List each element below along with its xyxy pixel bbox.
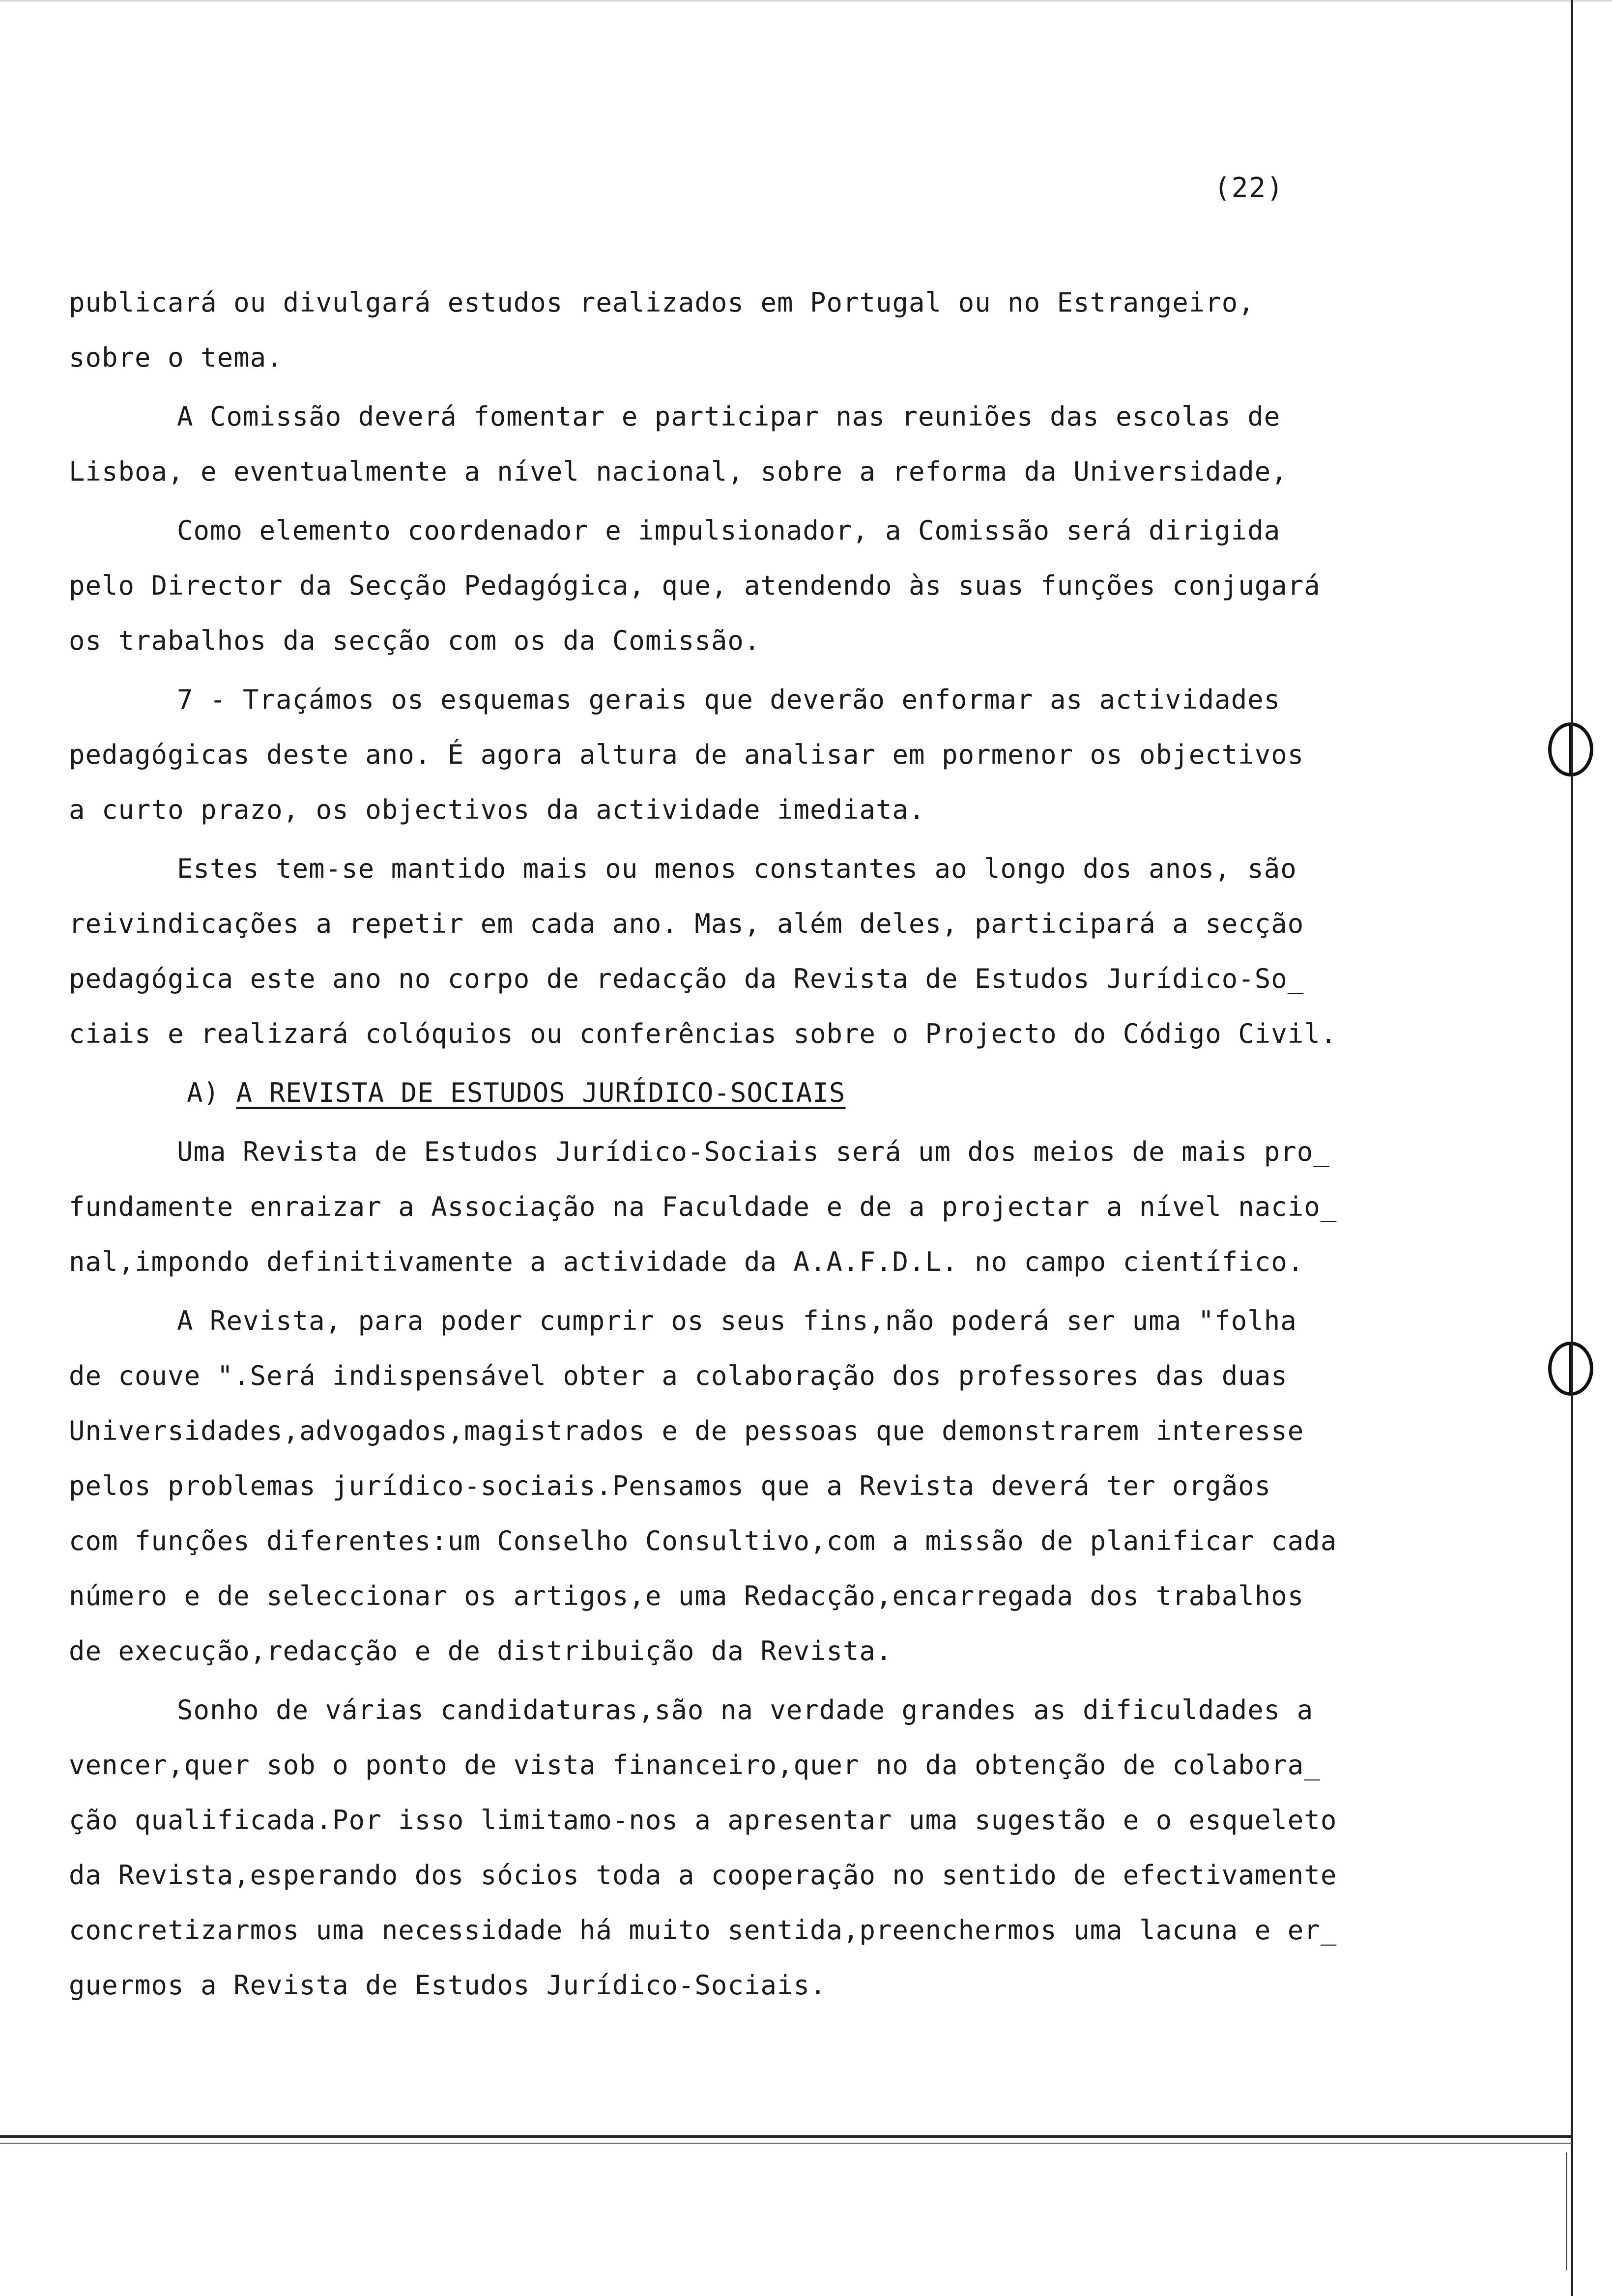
page-number: (22) [1214,172,1284,204]
text-line: nal,impondo definitivamente a actividade da A.A.F.D.L. no campo científico. [69,1246,1304,1277]
paragraph [69,1293,1445,1679]
text-line: a curto prazo, os objectivos da actividade imediata. [69,794,925,825]
bottom-rule [0,2135,1572,2138]
paragraph [69,1124,1445,1290]
text-line: concretizarmos uma necessidade há muito sentida,preenchermos uma lacuna e er_ [69,1915,1337,1946]
text-line: vencer,quer sob o ponto de vista financeiro,quer no da obtenção de colabora_ [69,1750,1321,1780]
text-line: pelo Director da Secção Pedagógica, que, atendendo às suas funções conjugará [69,570,1321,601]
heading-title: A REVISTA DE ESTUDOS JURÍDICO-SOCIAIS [236,1077,846,1108]
paragraph [69,841,1445,1062]
text-line: com funções diferentes:um Conselho Consultivo,com a missão de planificar cada [69,1525,1337,1556]
text-line: Sonho de várias candidaturas,são na verdade grandes as dificuldades a [177,1694,1314,1725]
text-line: publicará ou divulgará estudos realizados em Portugal ou no Estrangeiro, [69,287,1255,318]
text-line: 7 - Traçámos os esquemas gerais que deverão enformar as actividades [177,684,1281,715]
paragraph [69,389,1445,499]
text-line: número e de seleccionar os artigos,e uma Redacção,encarregada dos trabalhos [69,1580,1304,1611]
paragraphs-before-heading [69,275,1445,1062]
text-line: Como elemento coordenador e impulsionador, a Comissão será dirigida [177,515,1281,546]
page-top-edge [0,0,1612,3]
text-line: Estes tem-se mantido mais ou menos constantes ao longo dos anos, são [177,853,1297,884]
document-body [69,275,1445,2017]
text-line: da Revista,esperando dos sócios toda a cooperação no sentido de efectivamente [69,1860,1337,1891]
paragraphs-after-heading [69,1124,1445,2013]
paragraph [69,275,1445,385]
text-line: de couve ".Será indispensável obter a colaboração dos professores das duas [69,1360,1288,1391]
text-line: Lisboa, e eventualmente a nível nacional, sobre a reforma da Universidade, [69,456,1288,487]
text-line: A Revista, para poder cumprir os seus fins,não poderá ser uma "folha [177,1305,1297,1336]
right-margin-rule-inner [1566,2152,1567,2270]
text-line: guermos a Revista de Estudos Jurídico-Sociais. [69,1970,827,2001]
paragraph [69,503,1445,668]
text-line: pelos problemas jurídico-sociais.Pensamos que a Revista deverá ter orgãos [69,1470,1271,1501]
text-line: Uma Revista de Estudos Jurídico-Sociais será um dos meios de mais pro_ [177,1136,1330,1167]
text-line: ciais e realizará colóquios ou conferências sobre o Projecto do Código Civil. [69,1018,1337,1049]
text-line: pedagógica este ano no corpo de redacção da Revista de Estudos Jurídico-So_ [69,963,1304,994]
paragraph [69,1683,1445,2013]
text-line: pedagógicas deste ano. É agora altura de analisar em pormenor os objectivos [69,739,1304,770]
paragraph [69,672,1445,837]
text-line: ção qualificada.Por isso limitamo-nos a apresentar uma sugestão e o esqueleto [69,1805,1337,1836]
section-heading [69,1065,1445,1120]
text-line: os trabalhos da secção com os da Comissão. [69,625,761,656]
text-line: reivindicações a repetir em cada ano. Mas, além deles, participará a secção [69,908,1304,939]
text-line: sobre o tema. [69,342,283,373]
text-line: fundamente enraizar a Associação na Faculdade e de a projectar a nível nacio_ [69,1191,1337,1222]
right-margin-rule [1571,0,1573,2296]
text-line: A Comissão deverá fomentar e participar nas reuniões das escolas de [177,401,1281,432]
text-line: de execução,redacção e de distribuição da Revista. [69,1636,892,1666]
text-line: Universidades,advogados,magistrados e de pessoas que demonstrarem interesse [69,1415,1304,1446]
heading-prefix: A) [187,1077,236,1108]
bottom-rule-secondary [0,2143,1572,2144]
